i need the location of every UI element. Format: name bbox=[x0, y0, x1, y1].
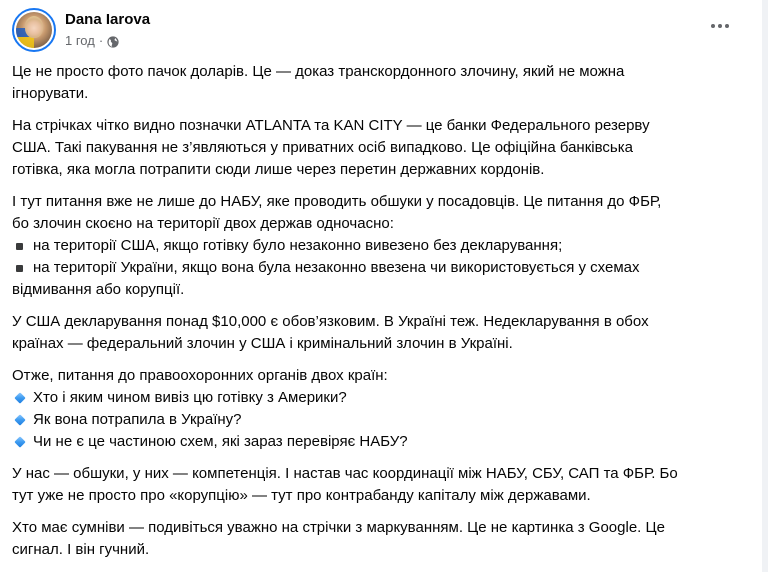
more-horizontal-icon bbox=[711, 24, 715, 28]
text-line: бо злочин скоєно на території двох держав одночасно: bbox=[12, 215, 394, 232]
text-line: країнах — федеральний злочин у США і кримінальний злочин в Україні. bbox=[12, 335, 513, 352]
more-horizontal-icon bbox=[725, 24, 729, 28]
blue-diamond-icon bbox=[14, 415, 25, 426]
text-line: ігнорувати. bbox=[12, 85, 89, 102]
author-block bbox=[65, 10, 150, 50]
post-paragraph bbox=[12, 517, 752, 561]
post-paragraph bbox=[12, 191, 752, 301]
post-options-button[interactable] bbox=[702, 16, 738, 36]
post-paragraph bbox=[12, 463, 752, 507]
scrollbar-track[interactable] bbox=[762, 0, 768, 572]
list-item bbox=[12, 387, 752, 409]
text-line: тут уже не просто про «корупцію» — тут про контрабанду капіталу між державами. bbox=[12, 487, 591, 504]
globe-icon[interactable] bbox=[107, 35, 119, 47]
text-line: У нас — обшуки, у них — компетенція. І настав час координації між НАБУ, СБУ, САП та ФБР. Бо bbox=[12, 465, 678, 482]
blue-diamond-icon bbox=[14, 437, 25, 448]
text-line: Це не просто фото пачок доларів. Це — доказ транскордонного злочину, який не можна bbox=[12, 63, 625, 80]
post-paragraph bbox=[12, 115, 752, 181]
post-meta bbox=[65, 32, 150, 50]
avatar-photo bbox=[16, 12, 52, 48]
text-line: У США декларування понад $10,000 є обов’язковим. В Україні теж. Недекларування в обох bbox=[12, 313, 649, 330]
text-line: відмивання або корупції. bbox=[12, 281, 185, 298]
list-item bbox=[12, 409, 752, 431]
square-bullet-icon bbox=[16, 265, 23, 272]
blue-diamond-icon bbox=[14, 393, 25, 404]
post-paragraph bbox=[12, 365, 752, 453]
author-avatar[interactable] bbox=[12, 8, 56, 52]
author-name-link[interactable]: Dana Iarova bbox=[65, 11, 151, 28]
list-item-text: на території України, якщо вона була незаконно ввезена чи використовується у схемах bbox=[33, 259, 640, 276]
post-header bbox=[12, 8, 150, 52]
list-item-text: Хто і яким чином вивіз цю готівку з Америки? bbox=[33, 389, 347, 406]
text-line: На стрічках чітко видно позначки ATLANTA та KAN CITY — це банки Федерального резерву bbox=[12, 117, 650, 134]
post-paragraph bbox=[12, 311, 752, 355]
post-timestamp[interactable]: 1 год bbox=[65, 33, 95, 48]
text-line: І тут питання вже не лише до НАБУ, яке проводить обшуки у посадовців. Це питання до ФБР, bbox=[12, 193, 662, 210]
text-line: Отже, питання до правоохоронних органів двох країн: bbox=[12, 367, 388, 384]
text-line: сигнал. І він гучний. bbox=[12, 541, 150, 558]
square-bullet-icon bbox=[16, 243, 23, 250]
list-item-text: Чи не є це частиною схем, які зараз перевіряє НАБУ? bbox=[33, 433, 408, 450]
list-item bbox=[12, 235, 752, 257]
meta-separator: · bbox=[98, 33, 104, 48]
more-horizontal-icon bbox=[718, 24, 722, 28]
list-item-text: на території США, якщо готівку було незаконно вивезено без декларування; bbox=[33, 237, 563, 254]
list-item bbox=[12, 257, 752, 279]
list-item-text: Як вона потрапила в Україну? bbox=[33, 411, 242, 428]
text-line: Хто має сумніви — подивіться уважно на стрічки з маркуванням. Це не картинка з Google. Це bbox=[12, 519, 665, 536]
text-line: готівка, яка могла потрапити сюди лише через перетин державних кордонів. bbox=[12, 161, 545, 178]
post-paragraph bbox=[12, 61, 752, 105]
list-item bbox=[12, 431, 752, 453]
text-line: США. Такі пакування не з’являються у приватних осіб випадково. Це офіційна банківська bbox=[12, 139, 633, 156]
post-body bbox=[12, 61, 752, 571]
